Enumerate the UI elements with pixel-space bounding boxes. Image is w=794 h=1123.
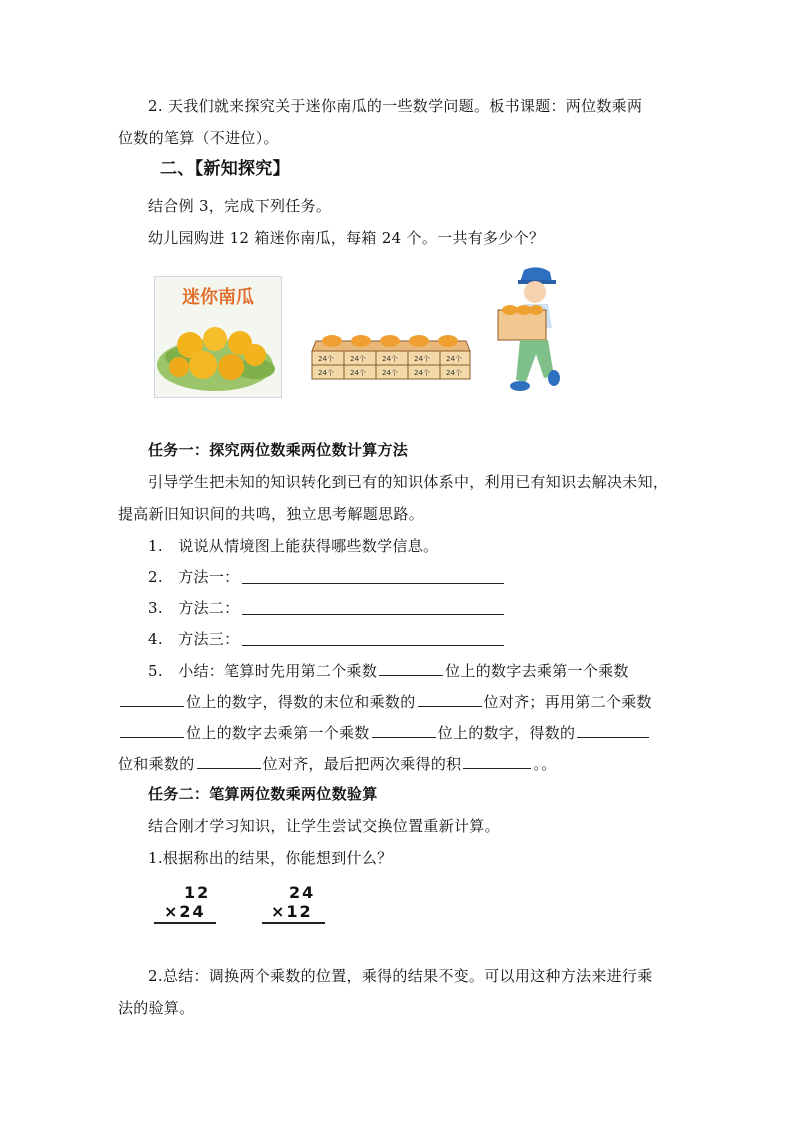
- summary-text: 5. 小结：笔算时先用第二个乘数: [148, 662, 378, 680]
- calc2-bottom: ×12: [271, 902, 313, 921]
- svg-text:24个: 24个: [350, 355, 366, 363]
- fill-blank[interactable]: [197, 753, 261, 769]
- answer-line-method-2[interactable]: [242, 614, 504, 615]
- answer-line-method-3[interactable]: [242, 645, 504, 646]
- svg-text:24个: 24个: [382, 369, 398, 377]
- summary-text: 位对齐；再用第二个乘数: [483, 693, 652, 711]
- summary-text: 位上的数字去乘第一个乘数: [445, 662, 629, 680]
- summary-text: 。。: [533, 755, 557, 773]
- fill-blank[interactable]: [577, 722, 649, 738]
- fill-blank[interactable]: [372, 722, 436, 738]
- svg-text:24个: 24个: [446, 369, 462, 377]
- svg-text:24个: 24个: [318, 369, 334, 377]
- task1-title: 任务一：探究两位数乘两位数计算方法: [148, 441, 409, 459]
- boy-carrying-box-illustration: [490, 262, 570, 400]
- svg-text:24个: 24个: [414, 355, 430, 363]
- fill-blank[interactable]: [418, 691, 482, 707]
- section-title: 二、【新知探究】: [160, 159, 290, 179]
- calc1-underline: [154, 922, 216, 924]
- calc1-bottom: ×24: [164, 902, 206, 921]
- pumpkin-photo-label: 迷你南瓜: [182, 287, 254, 308]
- svg-text:24个: 24个: [414, 369, 430, 377]
- task2-summary-line-2: 法的验算。: [118, 999, 195, 1017]
- fill-blank[interactable]: [120, 691, 184, 707]
- task1-summary-line-3: [118, 722, 651, 743]
- intro-line-1: 2. 天我们就来探究关于迷你南瓜的一些数学问题。板书课题：两位数乘两: [148, 97, 643, 115]
- svg-text:24个: 24个: [446, 355, 462, 363]
- fill-blank[interactable]: [379, 660, 443, 676]
- fill-blank[interactable]: [120, 722, 184, 738]
- task1-desc-2: 提高新旧知识间的共鸣，独立思考解题思路。: [118, 505, 425, 523]
- task2-summary-line-1: 2.总结：调换两个乘数的位置，乘得的结果不变。可以用这种方法来进行乘: [148, 967, 653, 985]
- summary-text: 位上的数字，得数的: [437, 724, 576, 742]
- fill-blank[interactable]: [463, 753, 531, 769]
- intro-line-2: 位数的笔算（不进位）。: [118, 129, 279, 147]
- task1-summary-line-1: [148, 660, 629, 681]
- summary-text: 位上的数字去乘第一个乘数: [186, 724, 370, 742]
- calc2-top: 24: [289, 883, 316, 902]
- task1-item-3: 3. 方法二：: [148, 599, 240, 617]
- task2-question-1: 1.根据称出的结果，你能想到什么？: [148, 849, 393, 867]
- summary-text: 位和乘数的: [118, 755, 195, 773]
- task1-item-1: 1. 说说从情境图上能获得哪些数学信息。: [148, 537, 439, 555]
- task1-desc-1: 引导学生把未知的知识转化到已有的知识体系中，利用已有知识去解决未知，: [148, 473, 669, 491]
- svg-text:24个: 24个: [382, 355, 398, 363]
- example-line-2: 幼儿园购进 12 箱迷你南瓜，每箱 24 个。一共有多少个？: [148, 229, 545, 247]
- task2-title: 任务二：笔算两位数乘两位数验算: [148, 785, 378, 803]
- task1-item-4: 4. 方法三：: [148, 630, 240, 648]
- svg-text:24个: 24个: [350, 369, 366, 377]
- task1-item-2: 2. 方法一：: [148, 568, 240, 586]
- task2-desc: 结合刚才学习知识，让学生尝试交换位置重新计算。: [148, 817, 500, 835]
- task1-summary-line-4: [118, 753, 557, 774]
- calc2-underline: [262, 922, 325, 924]
- task1-summary-line-2: [118, 691, 652, 712]
- summary-text: 位上的数字，得数的末位和乘数的: [186, 693, 416, 711]
- answer-line-method-1[interactable]: [242, 583, 504, 584]
- boxes-illustration: [310, 325, 472, 383]
- example-line-1: 结合例 3，完成下列任务。: [148, 197, 332, 215]
- svg-text:24个: 24个: [318, 355, 334, 363]
- pumpkin-photo: [154, 276, 282, 398]
- calc1-top: 12: [184, 883, 211, 902]
- summary-text: 位对齐，最后把两次乘得的积: [262, 755, 462, 773]
- pumpkin-icon: [155, 277, 281, 397]
